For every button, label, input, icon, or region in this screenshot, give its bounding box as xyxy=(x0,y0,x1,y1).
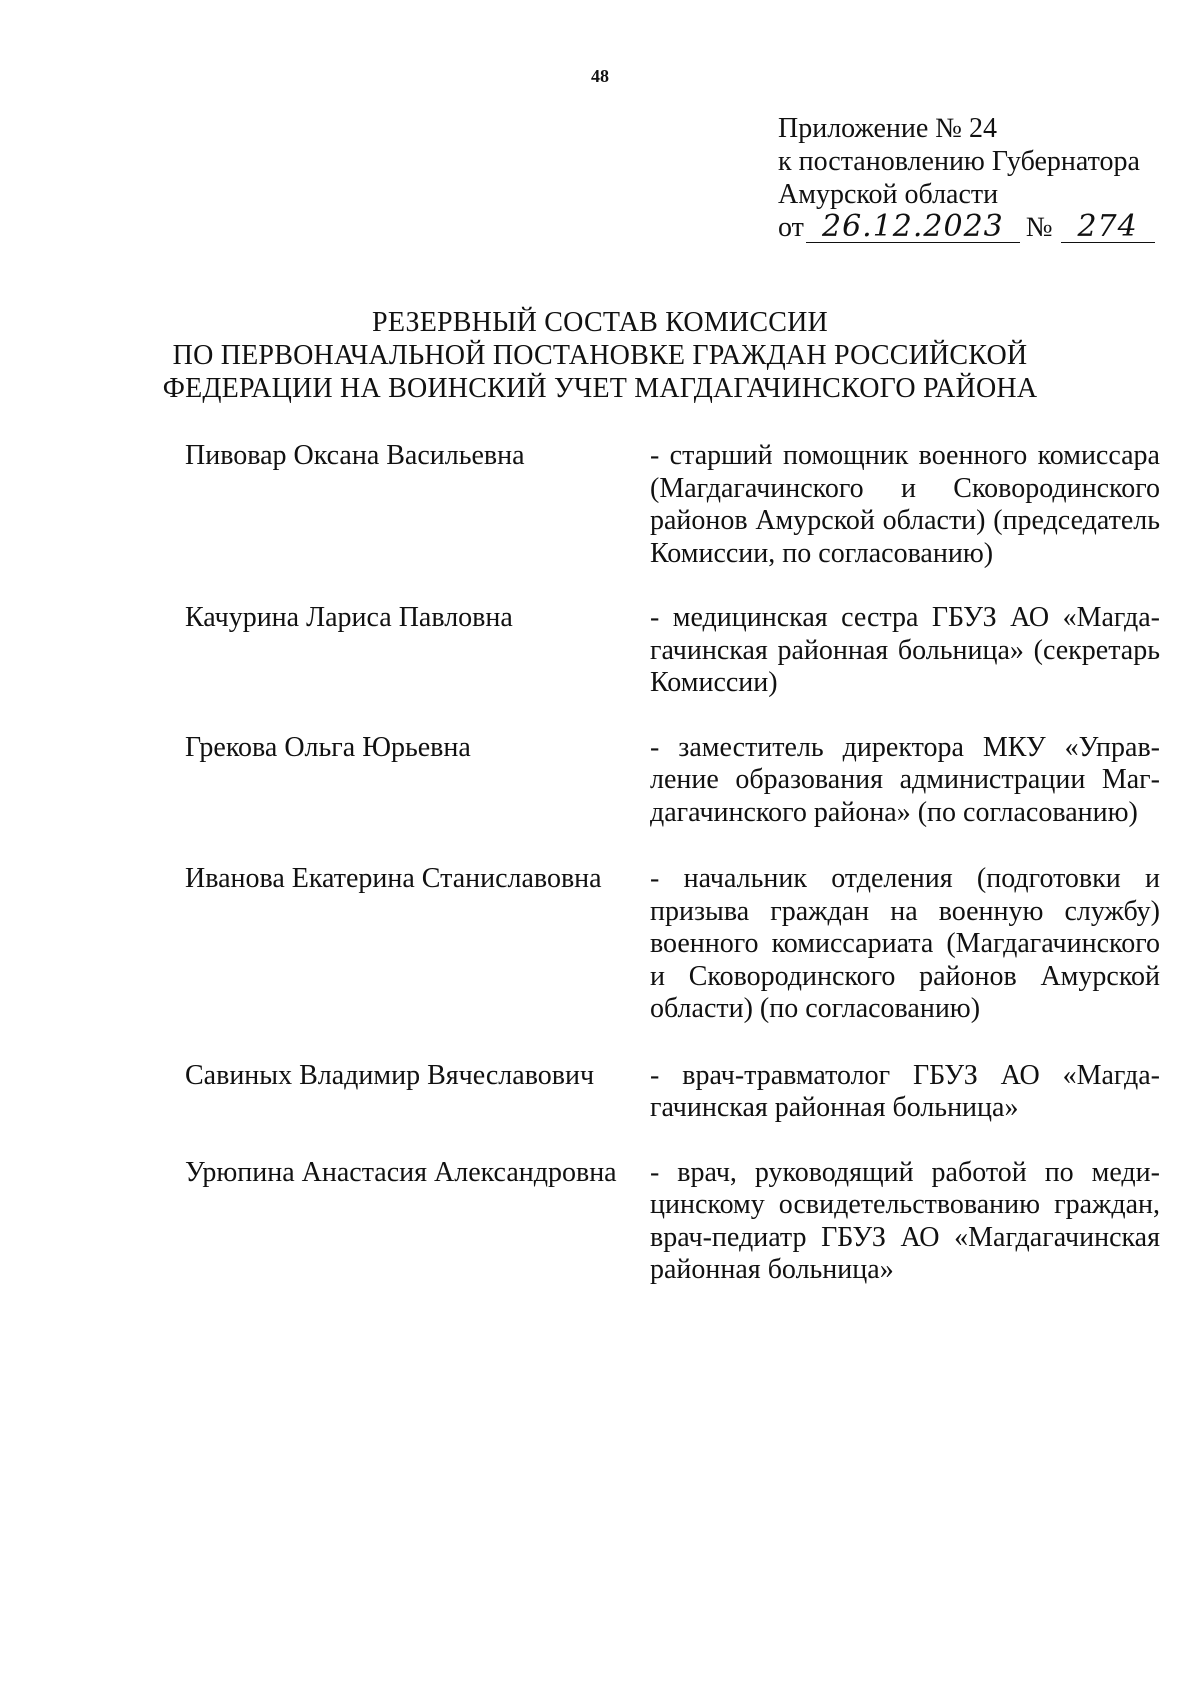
title-line-3: ФЕДЕРАЦИИ НА ВОИНСКИЙ УЧЕТ МАГДАГАЧИНСКОГО РАЙОНА xyxy=(162,373,1038,404)
member-description: - врач-травматолог ГБУЗ АО «Магдагачинская районная больница» xyxy=(650,1059,1160,1123)
page-number: 48 xyxy=(591,66,609,86)
appendix-date-line xyxy=(778,211,1155,244)
members-list xyxy=(185,440,1160,1287)
member-name: Урюпина Анастасия Александровна xyxy=(185,1156,617,1188)
from-label: от xyxy=(778,212,804,243)
handwritten-date: 26.12.2023 xyxy=(806,212,1020,243)
member-row xyxy=(185,732,1160,830)
member-name: Савиных Владимир Вячеславович xyxy=(185,1059,595,1091)
member-row xyxy=(185,1157,1160,1287)
member-description: - старший помощник военного комиссара (Магдагачинского и Сковородинского районов Амурской области) (председатель Комиссии, по согласованию) xyxy=(650,440,1160,569)
handwritten-number: 274 xyxy=(1061,212,1155,243)
title-line-1: РЕЗЕРВНЫЙ СОСТАВ КОМИССИИ xyxy=(372,307,828,338)
member-row xyxy=(185,863,1160,1026)
member-description: - заместитель директора МКУ «Управление образования администрации Магдагачинского района» (по согласованию) xyxy=(650,731,1160,828)
appendix-region: Амурской области xyxy=(778,179,999,210)
member-name: Грекова Ольга Юрьевна xyxy=(185,731,471,763)
member-description: - начальник отделения (подготовки и призыва граждан на военную службу) военного комиссариата (Магдагачинского и Сковородинского районов Амурской области) (по согласованию) xyxy=(650,863,1160,1024)
member-row xyxy=(185,602,1160,700)
member-name: Пивовар Оксана Васильевна xyxy=(185,440,525,471)
number-label: № xyxy=(1025,212,1053,243)
appendix-decree: к постановлению Губернатора xyxy=(778,146,1140,177)
member-row xyxy=(185,1060,1160,1125)
member-description: - врач, руководящий работой по медицинскому освидетельствованию граждан, врач-педиатр ГБУЗ АО «Магдагачинская районная больница» xyxy=(650,1156,1160,1285)
appendix-number: Приложение № 24 xyxy=(778,113,997,144)
member-description: - медицинская сестра ГБУЗ АО «Магдагачинская районная больница» (секретарь Комиссии) xyxy=(650,602,1160,698)
member-row xyxy=(185,440,1160,570)
appendix-block xyxy=(778,112,1155,244)
member-name: Качурина Лариса Павловна xyxy=(185,602,513,633)
title-line-2: ПО ПЕРВОНАЧАЛЬНОЙ ПОСТАНОВКЕ ГРАЖДАН РОССИЙСКОЙ xyxy=(172,340,1028,371)
member-name: Иванова Екатерина Станиславовна xyxy=(185,863,602,894)
document-title xyxy=(0,306,1200,405)
